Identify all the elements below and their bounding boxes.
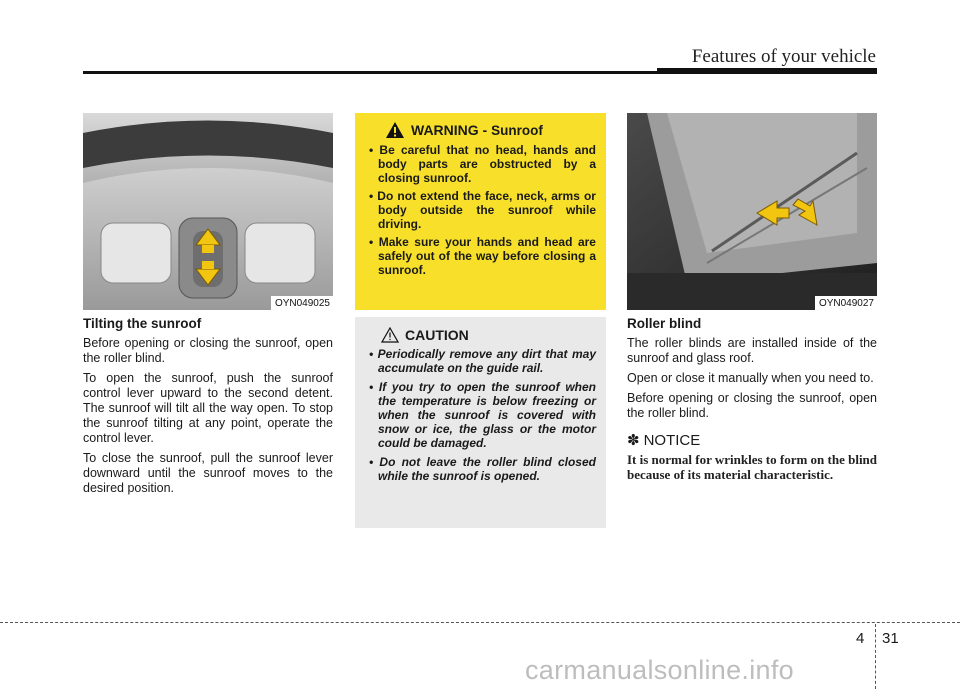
sunroof-lever-photo: [83, 113, 333, 310]
tilting-section: [83, 316, 333, 501]
footer-divider: [875, 624, 876, 689]
caution-item: • Periodically remove any dirt that may accumulate on the guide rail.: [369, 347, 596, 375]
warning-item: • Do not extend the face, neck, arms or body outside the sunroof while driving.: [369, 189, 596, 231]
caution-box: [355, 317, 606, 528]
photo-caption: OYN049027: [815, 296, 877, 310]
caution-label: CAUTION: [405, 327, 469, 343]
header-title: Features of your vehicle: [691, 46, 876, 67]
caution-item-text: If you try to open the sunroof when the temperature is below freezing or when the sunroof is covered with snow or ice, the glass or the motor could be damaged.: [378, 380, 596, 450]
caution-item: • Do not leave the roller blind closed while the sunroof is opened.: [369, 455, 596, 483]
roller-paragraph: Before opening or closing the sunroof, open the roller blind.: [627, 391, 877, 420]
roller-blind-section: [627, 316, 877, 487]
tilting-paragraph: Before opening or closing the sunroof, open the roller blind.: [83, 336, 333, 365]
caution-list: [365, 347, 596, 483]
roller-heading: Roller blind: [627, 316, 702, 331]
header-rule-accent: [657, 68, 877, 74]
page-number: 31: [882, 630, 899, 647]
caution-triangle-icon: [381, 327, 399, 343]
caution-item-text: Periodically remove any dirt that may accumulate on the guide rail.: [377, 347, 596, 375]
tilting-heading: Tilting the sunroof: [83, 316, 202, 331]
warning-box: [355, 113, 606, 310]
roller-paragraph: Open or close it manually when you need to.: [627, 371, 874, 385]
warning-item: • Make sure your hands and head are safely out of the way before closing a sunroof.: [369, 235, 596, 277]
warning-label: WARNING -: [411, 122, 492, 138]
caution-item-text: Do not leave the roller blind closed while the sunroof is opened.: [378, 455, 596, 483]
tilting-paragraph: To open the sunroof, push the sunroof control lever upward to the second detent. The sunroof will tilt all the way open. To stop the sunroof tilting at any point, operate the control lever.: [83, 371, 333, 445]
notice-text: It is normal for wrinkles to form on the blind because of its material characteristic.: [627, 452, 878, 482]
notice-heading: [627, 433, 877, 448]
footer-rule: [0, 622, 960, 623]
warning-item-text: Make sure your hands and head are safely out of the way before closing a sunroof.: [378, 235, 596, 277]
chapter-number: 4: [856, 630, 865, 647]
notice-label: NOTICE: [643, 432, 701, 449]
photo-caption: OYN049025: [271, 296, 333, 310]
notice-star-icon: ✽: [627, 432, 640, 449]
tilting-paragraph: To close the sunroof, pull the sunroof lever downward until the sunroof moves to the desired position.: [83, 451, 333, 495]
warning-list: [365, 143, 596, 277]
sunroof-lever-illustration: [83, 113, 333, 310]
caution-item: • If you try to open the sunroof when the temperature is below freezing or when the sunroof is covered with snow or ice, the glass or the motor could be damaged.: [369, 380, 596, 450]
roller-blind-photo: [627, 113, 877, 310]
warning-subject: Sunroof: [491, 122, 543, 138]
warning-item-text: Be careful that no head, hands and body parts are obstructed by a closing sunroof.: [378, 143, 596, 185]
warning-item-text: Do not extend the face, neck, arms or body outside the sunroof while driving.: [377, 189, 596, 231]
roller-blind-illustration: [627, 113, 877, 310]
watermark: carmanualsonline.info: [525, 655, 794, 685]
warning-triangle-icon: [385, 121, 405, 139]
warning-heading: [385, 121, 596, 139]
roller-paragraph: The roller blinds are installed inside of the sunroof and glass roof.: [627, 336, 877, 365]
warning-item: • Be careful that no head, hands and body parts are obstructed by a closing sunroof.: [369, 143, 596, 185]
caution-heading: [381, 327, 596, 343]
